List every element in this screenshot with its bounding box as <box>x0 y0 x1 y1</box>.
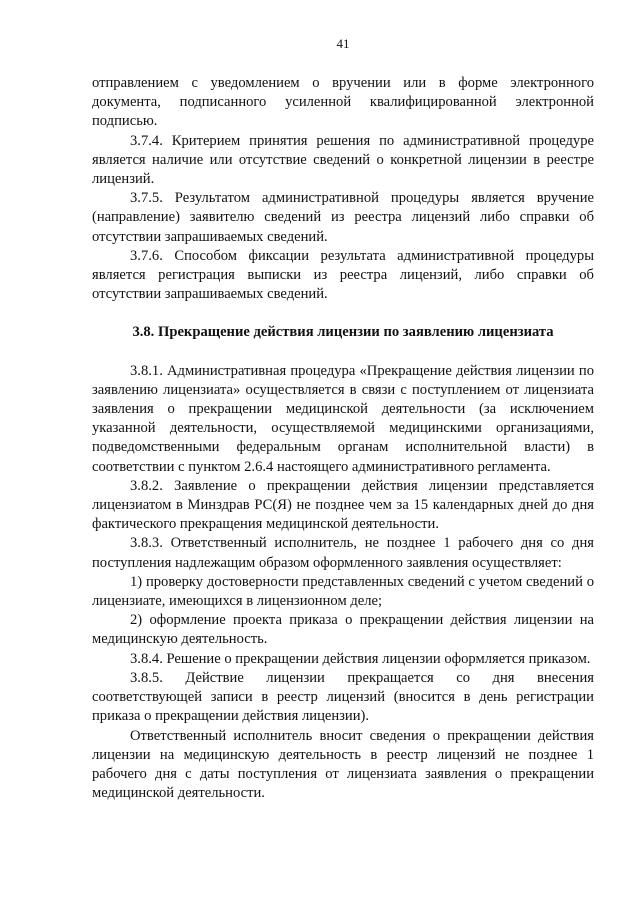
page-number: 41 <box>336 36 350 51</box>
document-page <box>92 36 594 803</box>
paragraph-responsible-executor: Ответственный исполнитель вносит сведения о прекращении действия лицензии на медицинскую деятельность в реестр лицензий не позднее 1 рабочего дня с даты поступления от лицензиата заявления о прекращении медицинской деятельности. <box>92 727 594 802</box>
paragraph-3-8-4: 3.8.4. Решение о прекращении действия лицензии оформляется приказом. <box>130 650 591 667</box>
list-item-2: 2) оформление проекта приказа о прекращении действия лицензии на медицинскую деятельность. <box>92 612 594 648</box>
paragraph-3-7-6: 3.7.6. Способом фиксации результата административной процедуры является регистрация выписки из реестра лицензий, либо справки об отсутствии запрашиваемых сведений. <box>92 247 594 303</box>
paragraph-3-7-4: 3.7.4. Критерием принятия решения по административной процедуре является наличие или отсутствие сведений о конкретной лицензии в реестре лицензий. <box>92 132 594 188</box>
paragraph-3-8-3: 3.8.3. Ответственный исполнитель, не позднее 1 рабочего дня со дня поступления надлежащим образом оформленного заявления осуществляет: <box>92 535 594 571</box>
paragraph-3-8-2: 3.8.2. Заявление о прекращении действия лицензии представляется лицензиатом в Минздрав РС(Я) не позднее чем за 15 календарных дней до дня фактического прекращения медицинской деятельности. <box>92 477 594 533</box>
paragraph-3-7-5: 3.7.5. Результатом административной процедуры является вручение (направление) заявителю сведений из реестра лицензий либо справки об отсутствии запрашиваемых сведений. <box>92 190 594 245</box>
paragraph-continuation: отправлением с уведомлением о вручении или в форме электронного документа, подписанного усиленной квалифицированной электронной подписью. <box>92 75 594 130</box>
section-heading-3-8: 3.8. Прекращение действия лицензии по заявлению лицензиата <box>132 324 554 341</box>
paragraph-3-8-1: 3.8.1. Административная процедура «Прекращение действия лицензии по заявлению лицензиата» осуществляется в связи с поступлением от лицензиата заявления о прекращении медицинской деятельности (за исключением указанной деятельности, осуществляемой медицинскими организациями, подведомственными федеральным органам исполнительной власти) в соответствии с пунктом 2.6.4 настоящего административного регламента. <box>92 362 594 475</box>
list-item-1: 1) проверку достоверности представленных сведений с учетом сведений о лицензиате, имеющихся в лицензионном деле; <box>92 573 594 610</box>
paragraph-3-8-5: 3.8.5. Действие лицензии прекращается со дня внесения соответствующей записи в реестр лицензий (вносится в день регистрации приказа о прекращении действия лицензии). <box>92 669 594 725</box>
